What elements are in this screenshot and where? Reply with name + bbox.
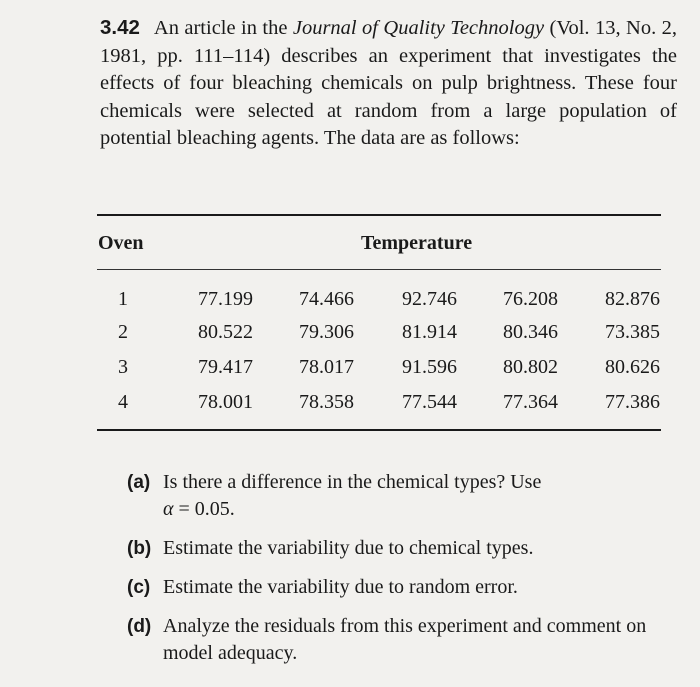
column-header-temperature: Temperature <box>361 232 473 254</box>
oven-number: 2 <box>118 321 128 343</box>
problem-number: 3.42 <box>100 16 140 39</box>
part-label: (b) <box>127 538 152 559</box>
temperature-cell: 79.306 <box>299 321 354 343</box>
question-part-c <box>127 574 677 601</box>
question-part-b <box>127 535 677 562</box>
question-parts <box>127 469 677 679</box>
alpha-symbol: α <box>163 498 174 520</box>
temperature-cell: 77.386 <box>605 391 660 413</box>
problem-text-body: (Vol. 13, No. 2, 1981, pp. 111–114) describes an experiment that investigates the effects of four bleaching chemicals on pulp brightness. These four chemicals were selected at random from a large population of potential bleaching agents. The data are as follows: <box>100 17 677 149</box>
temperature-cell: 78.358 <box>299 391 354 413</box>
temperature-cell: 79.417 <box>198 356 253 378</box>
alpha-level <box>163 496 677 523</box>
temperature-cell: 76.208 <box>503 288 558 310</box>
temperature-cell: 77.364 <box>503 391 558 413</box>
part-label: (c) <box>127 577 151 598</box>
problem-statement <box>100 14 677 153</box>
journal-title: Journal of Quality Technology <box>292 17 545 39</box>
part-label: (a) <box>127 472 151 493</box>
alpha-value: = 0.05. <box>173 498 235 520</box>
temperature-cell: 78.001 <box>198 391 253 413</box>
table-top-rule <box>97 214 661 216</box>
oven-number: 1 <box>118 288 128 310</box>
temperature-cell: 73.385 <box>605 321 660 343</box>
table-header-rule <box>97 269 661 270</box>
temperature-cell: 81.914 <box>402 321 457 343</box>
problem-text-intro: An article in the <box>153 17 293 39</box>
temperature-cell: 80.346 <box>503 321 558 343</box>
part-text: Is there a difference in the chemical types? Use <box>163 471 542 493</box>
temperature-cell: 82.876 <box>605 288 660 310</box>
temperature-cell: 74.466 <box>299 288 354 310</box>
table-bottom-rule <box>97 429 661 431</box>
part-text: Analyze the residuals from this experiment and comment on model adequacy. <box>163 615 647 664</box>
temperature-cell: 80.802 <box>503 356 558 378</box>
part-label: (d) <box>127 616 152 637</box>
part-text: Estimate the variability due to random error. <box>163 576 518 598</box>
part-text: Estimate the variability due to chemical types. <box>163 537 534 559</box>
question-part-d <box>127 613 677 667</box>
temperature-cell: 80.626 <box>605 356 660 378</box>
question-part-a <box>127 469 677 523</box>
temperature-cell: 91.596 <box>402 356 457 378</box>
temperature-cell: 80.522 <box>198 321 253 343</box>
temperature-cell: 77.544 <box>402 391 457 413</box>
temperature-cell: 92.746 <box>402 288 457 310</box>
temperature-cell: 77.199 <box>198 288 253 310</box>
temperature-cell: 78.017 <box>299 356 354 378</box>
column-header-oven: Oven <box>98 232 144 254</box>
oven-number: 3 <box>118 356 128 378</box>
oven-number: 4 <box>118 391 128 413</box>
